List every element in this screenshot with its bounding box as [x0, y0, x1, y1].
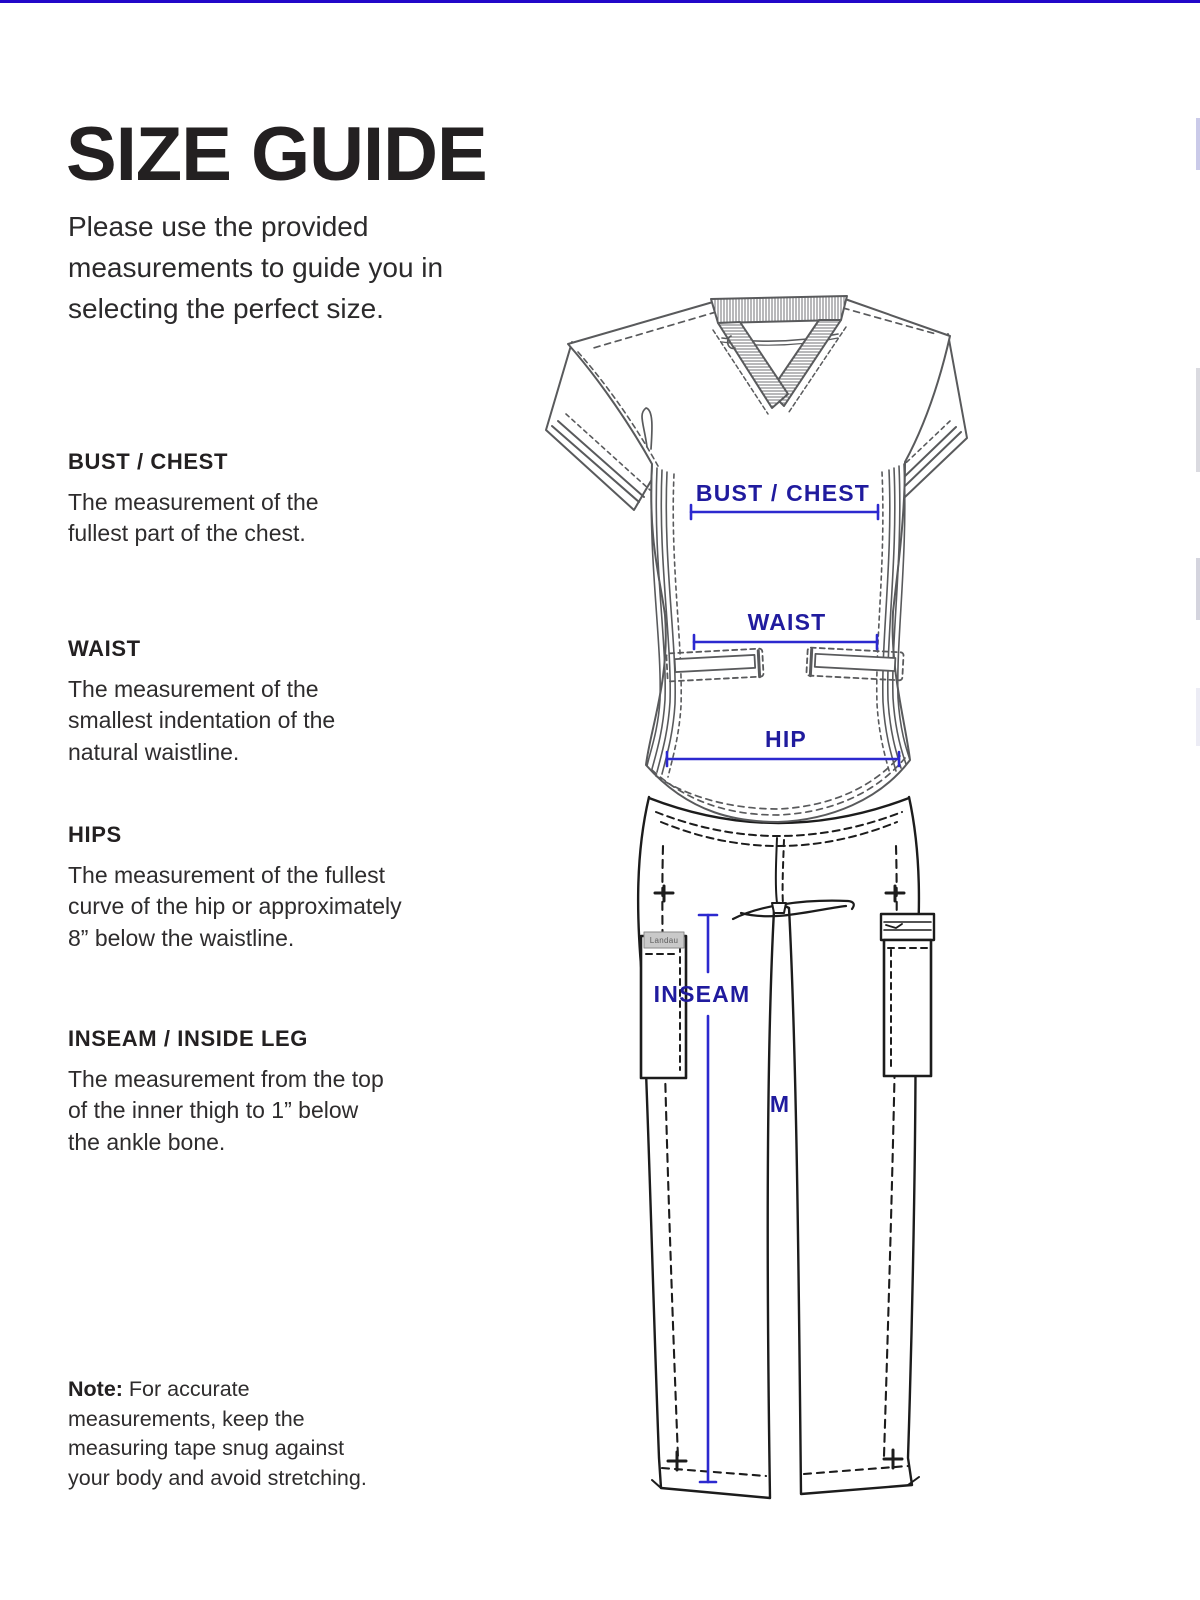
size-label: M	[769, 1091, 791, 1117]
section-body: The measurement of the fullest part of the chest.	[68, 489, 319, 547]
scrub-pants-drawing	[638, 797, 934, 1498]
waist-label: WAIST	[747, 609, 827, 635]
section-heading: HIPS	[68, 822, 122, 847]
section-body: The measurement of the fullest curve of the hip or approximately 8” below the waistline.	[68, 862, 402, 951]
hip-label: HIP	[765, 726, 807, 752]
intro-text: Please use the provided measurements to guide you in selecting the perfect size.	[68, 211, 444, 325]
section-heading: INSEAM / INSIDE LEG	[68, 1026, 308, 1051]
section-bust-chest	[68, 449, 548, 550]
page-title: SIZE GUIDE	[66, 111, 487, 197]
edge-artifact	[1196, 558, 1200, 620]
brand-tag-label: Landau	[649, 936, 679, 945]
section-hips	[68, 822, 548, 954]
note-label: Note:	[68, 1377, 123, 1401]
page-top-accent-border	[0, 0, 1200, 3]
section-waist	[68, 636, 548, 768]
note-text	[68, 1375, 488, 1494]
scrub-top-drawing	[546, 296, 967, 822]
edge-artifact	[1196, 368, 1200, 472]
bust-label: BUST / CHEST	[695, 480, 871, 506]
garment-diagram	[540, 280, 980, 1520]
section-body: The measurement from the top of the inner thigh to 1” below the ankle bone.	[68, 1066, 384, 1155]
section-heading: WAIST	[68, 636, 141, 661]
edge-artifact	[1196, 118, 1200, 170]
section-heading: BUST / CHEST	[68, 449, 228, 474]
section-body: The measurement of the smallest indentation of the natural waistline.	[68, 676, 336, 765]
section-inseam	[68, 1026, 548, 1158]
edge-artifact	[1196, 688, 1200, 746]
inseam-label: INSEAM	[653, 981, 751, 1007]
note-body: For accurate measurements, keep the measuring tape snug against your body and avoid stretching.	[68, 1377, 367, 1490]
size-guide-illustration	[540, 280, 980, 1520]
